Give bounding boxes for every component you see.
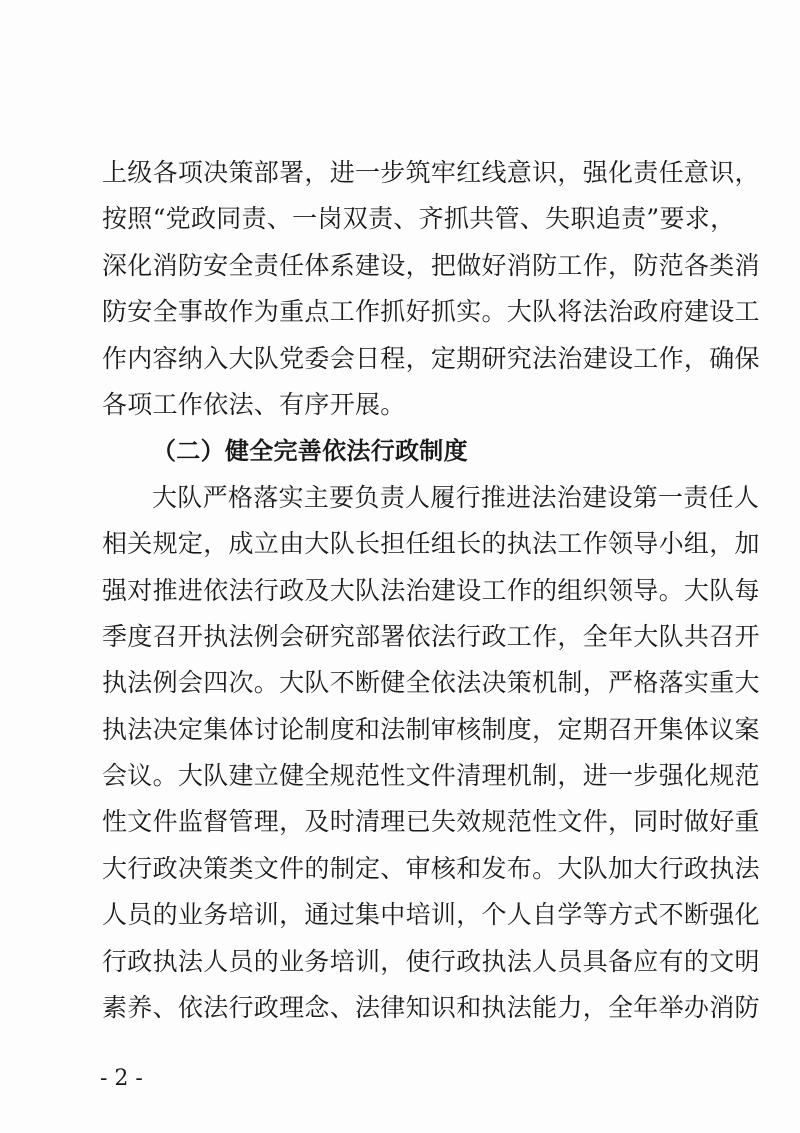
text-line: 大队严格落实主要负责人履行推进法治建设第一责任人 [152, 482, 760, 512]
text-line: 按照“党政同责、一岗双责、齐抓共管、失职追责”要求， [102, 204, 736, 234]
text-line: 素养、依法行政理念、法律知识和执法能力，全年举办消防 [102, 993, 760, 1023]
text-line: 相关规定，成立由大队长担任组长的执法工作领导小组，加 [102, 529, 760, 559]
text-line: 执法决定集体讨论制度和法制审核制度，定期召开集体议案 [102, 714, 760, 744]
text-line: 强对推进依法行政及大队法治建设工作的组织领导。大队每 [102, 575, 760, 605]
section-heading: （二）健全完善依法行政制度 [152, 437, 468, 466]
text-line: 性文件监督管理，及时清理已失效规范性文件，同时做好重 [102, 807, 760, 837]
page-number: - 2 - [100, 1066, 143, 1091]
text-line: 季度召开执法例会研究部署依法行政工作，全年大队共召开 [102, 621, 760, 651]
text-line: 上级各项决策部署，进一步筑牢红线意识，强化责任意识， [102, 158, 760, 187]
document-body [102, 150, 760, 1031]
text-line: 作内容纳入大队党委会日程，定期研究法治建设工作，确保 [102, 343, 760, 373]
text-line: 执法例会四次。大队不断健全依法决策机制，严格落实重大 [102, 668, 760, 698]
text-line: 行政执法人员的业务培训，使行政执法人员具备应有的文明 [102, 946, 760, 976]
text-line: 会议。大队建立健全规范性文件清理机制，进一步强化规范 [102, 761, 760, 791]
paragraph-2 [102, 475, 760, 1032]
text-line: 大行政决策类文件的制定、审核和发布。大队加大行政执法 [102, 853, 760, 883]
text-line: 深化消防安全责任体系建设，把做好消防工作，防范各类消 [102, 250, 760, 280]
paragraph-1 [102, 150, 760, 428]
text-line: 各项工作依法、有序开展。 [102, 389, 406, 419]
text-line: 防安全事故作为重点工作抓好抓实。大队将法治政府建设工 [102, 297, 760, 327]
text-line: 人员的业务培训，通过集中培训，个人自学等方式不断强化 [102, 900, 760, 930]
